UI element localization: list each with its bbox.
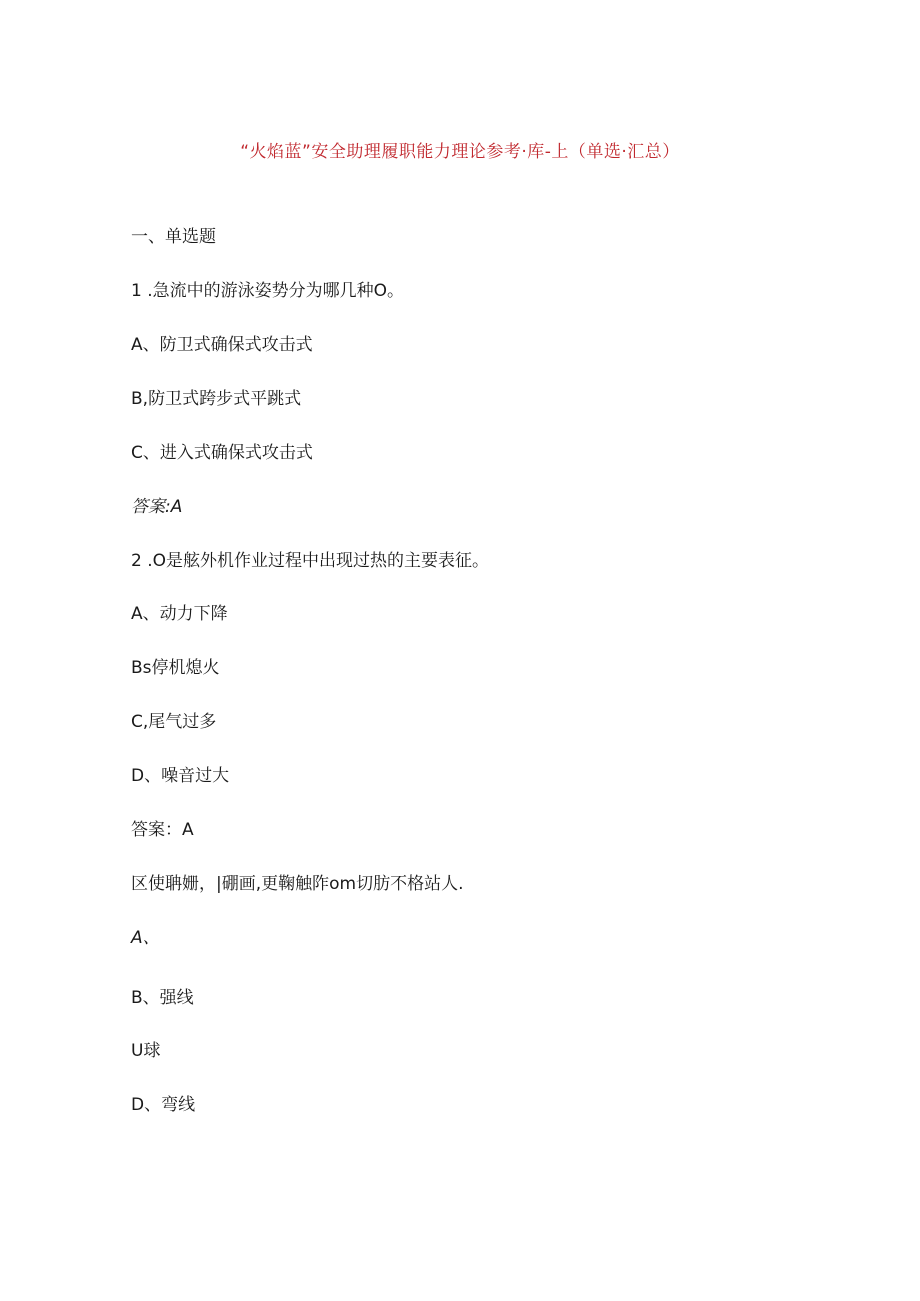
- question-1-option-b: B,防卫式跨步式平跳式: [131, 389, 302, 409]
- question-3-option-c: U球: [131, 1041, 161, 1061]
- question-1-option-a: A、防卫式确保式攻击式: [131, 335, 313, 355]
- question-1-stem: 1 .急流中的游泳姿势分为哪几种O。: [131, 281, 405, 301]
- question-2-option-a: A、动力下降: [131, 604, 228, 624]
- question-3-option-d: D、弯线: [131, 1095, 196, 1115]
- question-1-option-c: C、进入式确保式攻击式: [131, 443, 313, 463]
- question-2-option-b: Bs停机熄火: [131, 658, 220, 678]
- question-1-answer: 答案:A: [131, 497, 183, 517]
- question-2-answer: 答案：A: [131, 820, 194, 840]
- question-3-stem: 区使聃姗，|硼画,更鞠触阼om切肪不格站人.: [131, 874, 464, 894]
- document-title: “火焰蓝”安全助理履职能力理论参考·库-上（单选·汇总）: [240, 142, 680, 162]
- question-2-option-d: D、噪音过大: [131, 766, 230, 786]
- question-2-option-c: C,尾气过多: [131, 712, 217, 732]
- question-3-option-b: B、强线: [131, 988, 194, 1008]
- section-heading: 一、单选题: [131, 227, 216, 247]
- question-3-option-a: A、: [131, 928, 160, 948]
- question-2-stem: 2 .O是舷外机作业过程中出现过热的主要表征。: [131, 551, 490, 571]
